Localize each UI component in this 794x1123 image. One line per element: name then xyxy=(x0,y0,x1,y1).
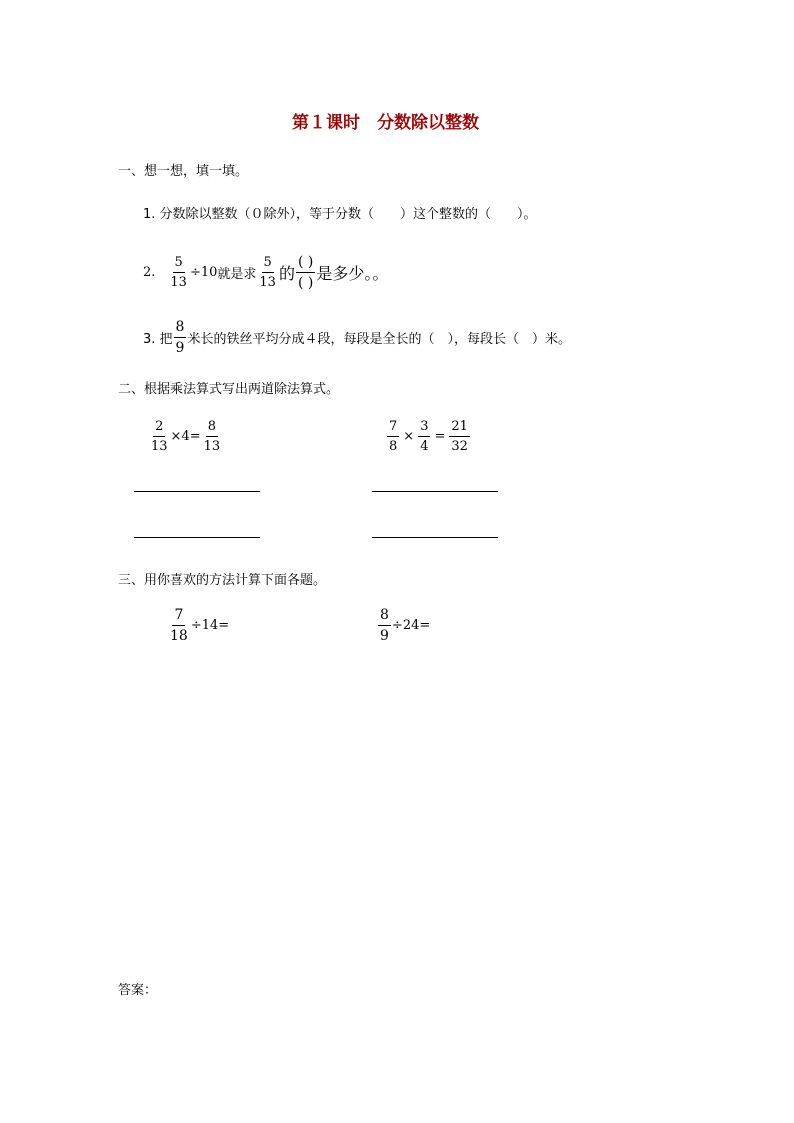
fraction-denominator: 13 xyxy=(170,275,187,290)
fraction-denominator: 9 xyxy=(175,340,185,356)
fraction-denominator: 13 xyxy=(259,275,276,290)
question-3 xyxy=(143,318,571,357)
question-2-mid-text: 就是求 xyxy=(217,267,257,282)
divide-by-10: ÷10 xyxy=(189,265,218,280)
fraction-denominator: 13 xyxy=(151,439,168,454)
divide-by-14: ÷14= xyxy=(190,618,230,633)
equation-1 xyxy=(148,418,223,455)
fraction-denominator: 9 xyxy=(380,628,389,644)
fraction-numerator: 5 xyxy=(262,254,274,273)
section1-heading: 一、想一想，填一填。 xyxy=(118,164,249,179)
fraction-21-32 xyxy=(449,418,470,455)
question-2-de: 的 xyxy=(278,264,295,283)
question-3-pre: 3. 把 xyxy=(143,332,173,347)
fraction-7-18 xyxy=(168,606,190,645)
fraction-denominator: 8 xyxy=(389,439,398,454)
fraction-numerator: 8 xyxy=(174,318,187,338)
equals-sign: = xyxy=(434,429,446,444)
fraction-3-4 xyxy=(418,418,430,455)
fraction-numerator: 8 xyxy=(206,418,218,437)
fraction-8-9 xyxy=(174,318,187,357)
fraction-denominator: 13 xyxy=(203,439,221,454)
fraction-5-13 xyxy=(168,254,189,291)
answer-line-1[interactable] xyxy=(134,491,260,492)
fraction-5-13-b xyxy=(257,254,278,291)
page-title: 第１课时 分数除以整数 xyxy=(292,113,479,133)
blank-numerator[interactable]: ( ) xyxy=(296,253,315,273)
fraction-numerator: 3 xyxy=(418,418,430,437)
times-sign: × xyxy=(403,429,415,444)
answer-label: 答案： xyxy=(118,983,158,998)
blank-denominator[interactable]: ( ) xyxy=(297,275,314,291)
fraction-2-13 xyxy=(149,418,170,455)
equation-2 xyxy=(386,418,471,455)
problem-2 xyxy=(377,606,430,645)
times-4-equals: ×4= xyxy=(170,429,201,444)
fraction-denominator: 18 xyxy=(170,628,188,644)
question-2 xyxy=(143,253,388,292)
blank-fraction[interactable] xyxy=(296,253,315,292)
section3-heading: 三、用你喜欢的方法计算下面各题。 xyxy=(118,573,327,588)
fraction-denominator: 4 xyxy=(420,439,429,454)
fraction-numerator: 8 xyxy=(378,606,391,626)
section2-heading: 二、根据乘法算式写出两道除法算式。 xyxy=(118,382,340,397)
fraction-numerator: 21 xyxy=(449,418,470,437)
fraction-numerator: 2 xyxy=(153,418,165,437)
fraction-8-13 xyxy=(202,418,223,455)
answer-line-4[interactable] xyxy=(372,537,498,538)
fraction-7-8 xyxy=(387,418,399,455)
fraction-numerator: 5 xyxy=(173,254,185,273)
question-2-number: 2. xyxy=(143,265,156,280)
fraction-8-9-b xyxy=(378,606,391,645)
answer-line-3[interactable] xyxy=(134,537,260,538)
divide-by-24: ÷24= xyxy=(391,618,431,633)
question-2-tail: 是多少。。 xyxy=(316,264,389,283)
fraction-denominator: 32 xyxy=(451,439,468,454)
problem-1 xyxy=(167,606,229,645)
question-1: 1. 分数除以整数（０除外），等于分数（ ）这个整数的（ ）。 xyxy=(143,207,537,222)
answer-line-2[interactable] xyxy=(372,491,498,492)
fraction-numerator: 7 xyxy=(172,606,185,626)
fraction-numerator: 7 xyxy=(387,418,399,437)
question-3-post: 米长的铁丝平均分成４段，每段是全长的（ ），每段长（ ）米。 xyxy=(187,332,571,347)
